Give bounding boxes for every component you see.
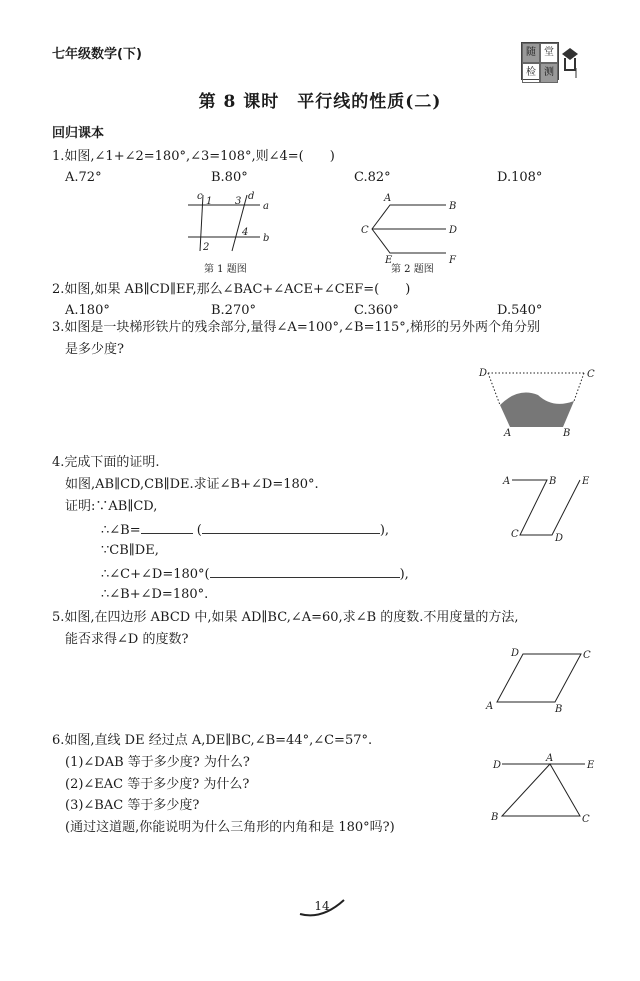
fig4-label: C [511,529,519,540]
fig4-label: E [582,476,590,487]
fig3-label: C [587,369,595,380]
proof-line: ∴∠B+∠D=180°. [101,587,209,602]
q2-option-b: B.270° [211,303,256,318]
fig6-label: B [491,812,499,823]
fig1-label: d [248,191,255,202]
fig1-label: 1 [206,196,213,207]
proof-text: ∴∠B= [101,523,141,538]
fig1-label: b [263,233,270,244]
fig3-label: B [563,428,571,439]
fig4-label: D [555,533,564,544]
fig5-label: D [511,648,520,659]
fig4-label: B [549,476,557,487]
q2-option-c: C.360° [354,303,399,318]
figure-4 [500,475,600,545]
proof-text: ∴∠C+∠D=180°( [101,567,210,582]
figure-2 [358,193,468,266]
fig2-label: B [449,201,457,212]
question-6-sub2: (2)∠EAC 等于多少度? 为什么? [65,777,250,792]
proof-line: 证明:∵AB∥CD, [65,499,158,514]
q1-option-a: A.72° [65,170,102,185]
fig1-label: 2 [203,242,210,253]
proof-text: ), [399,567,409,582]
proof-line [101,565,409,583]
fig3-label: A [504,428,512,439]
question-6-note: (通过这道题,你能说明为什么三角形的内角和是 180°吗?) [65,820,395,835]
fig6-label: E [587,760,595,771]
lesson-title: 第 8 课时 平行线的性质(二) [198,92,442,112]
fig1-caption: 第 1 题图 [204,264,247,275]
proof-line: ∵CB∥DE, [101,543,159,558]
fig5-label: A [486,701,494,712]
logo-char: 堂 [540,43,558,63]
proof-text: ), [379,523,390,538]
q2-option-a: A.180° [65,303,110,318]
question-3-line2: 是多少度? [65,342,124,357]
fig6-label: C [582,814,590,825]
q1-option-c: C.82° [354,170,391,185]
fig1-label: 4 [242,227,249,238]
logo-badge [521,42,559,80]
logo-char: 随 [522,43,540,63]
question-1: 1.如图,∠1+∠2=180°,∠3=108°,则∠4=( ) [52,149,335,164]
logo-char: 测 [540,63,558,83]
fig2-caption: 第 2 题图 [391,264,434,275]
fig6-label: A [546,753,554,764]
fig2-label: E [385,255,393,266]
figure-3 [478,365,598,440]
fig2-label: C [361,225,369,236]
fig1-label: a [263,201,269,212]
fig2-label: F [449,255,456,266]
reason-blank[interactable] [202,521,380,534]
question-6: 6.如图,直线 DE 经过点 A,DE∥BC,∠B=44°,∠C=57°. [52,733,373,748]
answer-blank[interactable] [141,521,193,534]
figure-5 [485,648,595,713]
question-6-sub1: (1)∠DAB 等于多少度? 为什么? [65,755,250,770]
figure-6 [490,753,600,826]
question-5-line2: 能否求得∠D 的度数? [65,632,189,647]
book-title: 七年级数学(下) [52,47,142,62]
q2-option-d: D.540° [497,303,543,318]
fig6-label: D [493,760,502,771]
fig2-label: A [384,193,392,204]
q1-option-b: B.80° [211,170,248,185]
page-number: 14 [314,899,330,913]
fig1-label: c [197,191,203,202]
question-6-sub3: (3)∠BAC 等于多少度? [65,798,200,813]
fig4-label: A [503,476,511,487]
proof-text: ( [196,523,202,538]
fig2-label: D [449,225,458,236]
reason-blank[interactable] [210,565,400,578]
graduation-cap-icon [560,44,580,80]
question-4-line1: 4.完成下面的证明. [52,455,160,470]
proof-line [101,521,389,539]
q1-option-d: D.108° [497,170,543,185]
fig5-label: C [583,650,591,661]
fig5-label: B [555,704,563,715]
fig1-label: 3 [235,196,242,207]
question-4-line2: 如图,AB∥CD,CB∥DE.求证∠B+∠D=180°. [65,477,319,492]
question-3-line1: 3.如图是一块梯形铁片的残余部分,量得∠A=100°,∠B=115°,梯形的另外两个角分别 [52,320,540,335]
question-5-line1: 5.如图,在四边形 ABCD 中,如果 AD∥BC,∠A=60,求∠B 的度数.不用度量的方法, [52,610,519,625]
logo-char: 检 [522,63,540,83]
figure-1 [185,193,275,258]
fig3-label: D [479,368,488,379]
question-2: 2.如图,如果 AB∥CD∥EF,那么∠BAC+∠ACE+∠CEF=( ) [52,282,411,297]
section-heading: 回归课本 [52,126,105,141]
